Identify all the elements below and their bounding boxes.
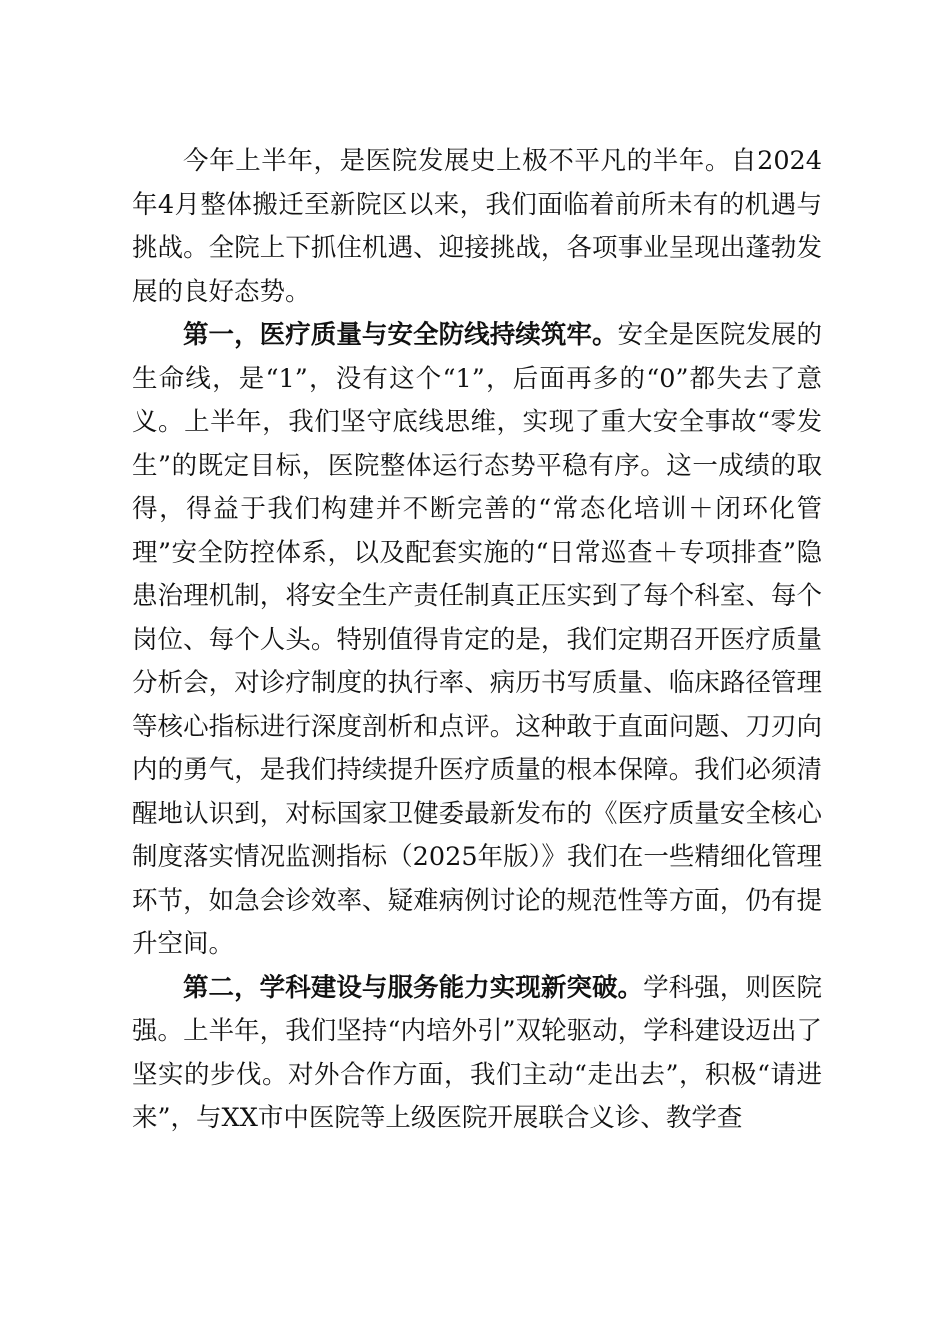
- paragraph-medical-quality: [132, 314, 822, 967]
- paragraph-text: 学科强，则医院强。上半年，我们坚持“内培外引”双轮驱动，学科建设迈出了坚实的步伐。对外合作方面，我们主动“走出去”，积极“请进来”，与XX市中医院等上级医院开展联合义诊、教学查: [132, 972, 822, 1133]
- paragraph-text: 今年上半年，是医院发展史上极不平凡的半年。自2024年4月整体搬迁至新院区以来，我们面临着前所未有的机遇与挑战。全院上下抓住机遇、迎接挑战，各项事业呈现出蓬勃发展的良好态势。: [132, 146, 822, 307]
- paragraph-intro: [132, 140, 822, 314]
- paragraph-discipline-building: [132, 967, 822, 1141]
- paragraph-text: 安全是医院发展的生命线，是“1”，没有这个“1”，后面再多的“0”都失去了意义。上半年，我们坚守底线思维，实现了重大安全事故“零发生”的既定目标，医院整体运行态势平稳有序。这一成绩的取得，得益于我们构建并不断完善的“常态化培训＋闭环化管理”安全防控体系，以及配套实施的“日常巡查＋专项排查”隐患治理机制，将安全生产责任制真正压实到了每个科室、每个岗位、每个人头。特别值得肯定的是，我们定期召开医疗质量分析会，对诊疗制度的执行率、病历书写质量、临床路径管理等核心指标进行深度剖析和点评。这种敢于直面问题、刀刃向内的勇气，是我们持续提升医疗质量的根本保障。我们必须清醒地认识到，对标国家卫健委最新发布的《医疗质量安全核心制度落实情况监测指标（2025年版）》我们在一些精细化管理环节，如急会诊效率、疑难病例讨论的规范性等方面，仍有提升空间。: [132, 320, 822, 959]
- paragraph-lead: 第二，学科建设与服务能力实现新突破。: [183, 972, 644, 1003]
- document-body: [132, 140, 822, 1141]
- paragraph-lead: 第一，医疗质量与安全防线持续筑牢。: [183, 320, 618, 350]
